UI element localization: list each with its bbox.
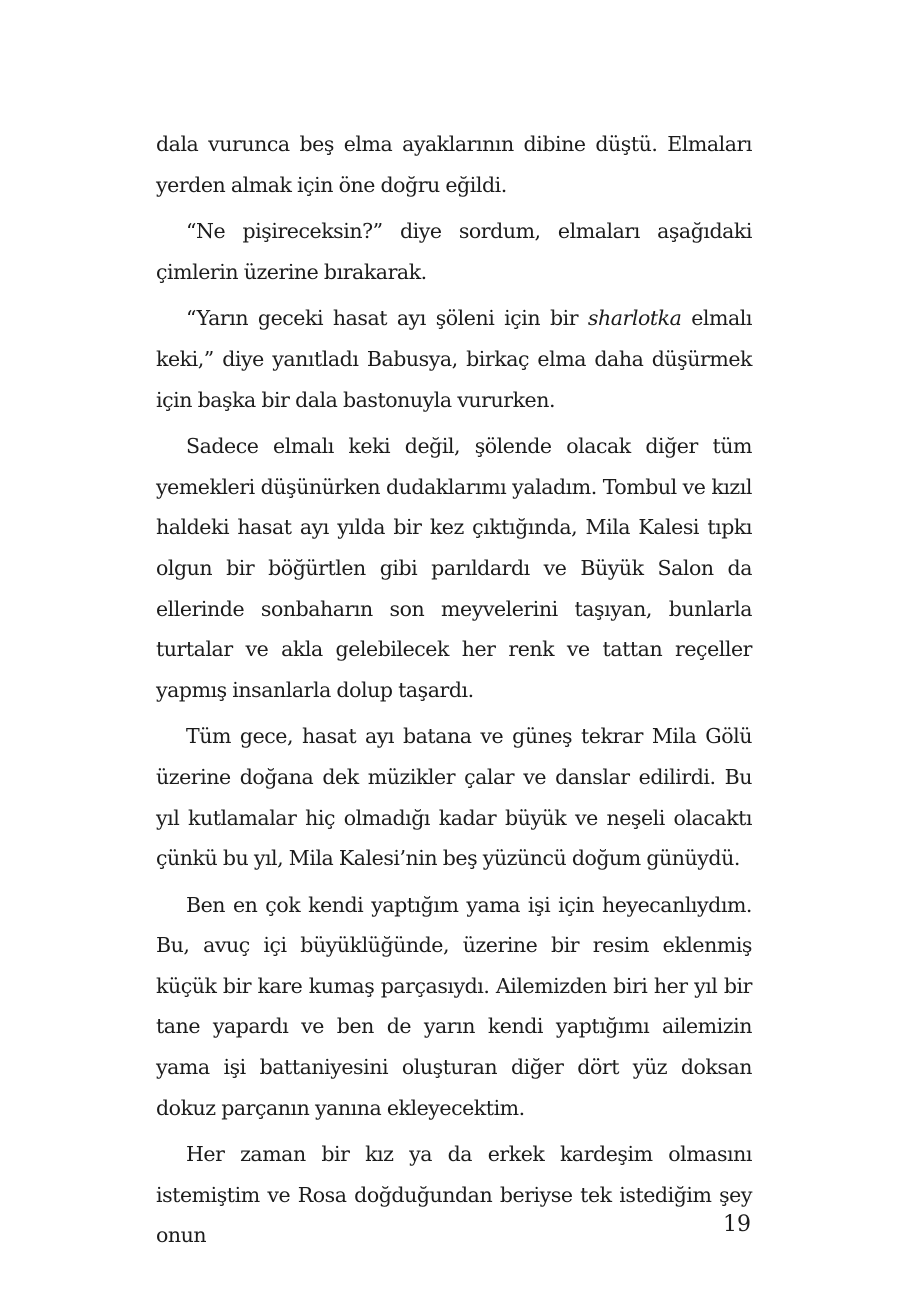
paragraph-dialogue-question: “Ne pişireceksin?” diye sordum, elmaları aşağıdaki çimlerin üzerine bırakarak. [156,219,752,284]
paragraph-dialogue-answer [156,298,752,420]
page-number: 19 [723,1212,751,1237]
paragraph-feast: Sadece elmalı keki değil, şölende olacak diğer tüm yemekleri düşünürken dudaklarımı yaladım. Tombul ve kızıl haldeki hasat ayı yılda bir kez çıktığında, Mila Kalesi tıpkı olgun bir böğürtlen gibi parıldardı ve Büyük Salon da ellerinde sonbaharın son meyvelerini taşıyan, bunlarla turtalar ve akla gelebilecek her renk ve tattan reçeller yapmış insanlarla dolup taşardı. [156,434,752,702]
paragraph-text-after-italic: elmalı keki,” diye yanıtladı Babusya, birkaç elma daha düşürmek için başka bir dala bastonuyla vururken. [156,306,752,412]
paragraph-sibling: Her zaman bir kız ya da erkek kardeşim olmasını istemiştim ve Rosa doğduğundan beriyse tek istediğim şey onun [156,1142,752,1248]
italic-word: sharlotka [587,306,682,331]
paragraph-continuation: dala vurunca beş elma ayaklarının dibine düştü. Elmaları yerden almak için öne doğru eğildi. [156,132,752,197]
paragraph-celebration: Tüm gece, hasat ayı batana ve güneş tekrar Mila Gölü üzerine doğana dek müzikler çalar ve danslar edilirdi. Bu yıl kutlamalar hiç olmadığı kadar büyük ve neşeli olacaktı çünkü bu yıl, Mila Kalesi’nin beş yüzüncü doğum günüydü. [156,724,752,871]
paragraph-patchwork: Ben en çok kendi yaptığım yama işi için heyecanlıydım. Bu, avuç içi büyüklüğünde, üzerine bir resim eklenmiş küçük bir kare kumaş parçasıydı. Ailemizden biri her yıl bir tane yapardı ve ben de yarın kendi yaptığımı ailemizin yama işi battaniyesini oluşturan diğer dört yüz doksan dokuz parçanın yanına ekleyecektim. [156,892,752,1120]
body-text [156,124,752,1256]
paragraph-text-before-italic: “Yarın geceki hasat ayı şöleni için bir [186,306,588,331]
